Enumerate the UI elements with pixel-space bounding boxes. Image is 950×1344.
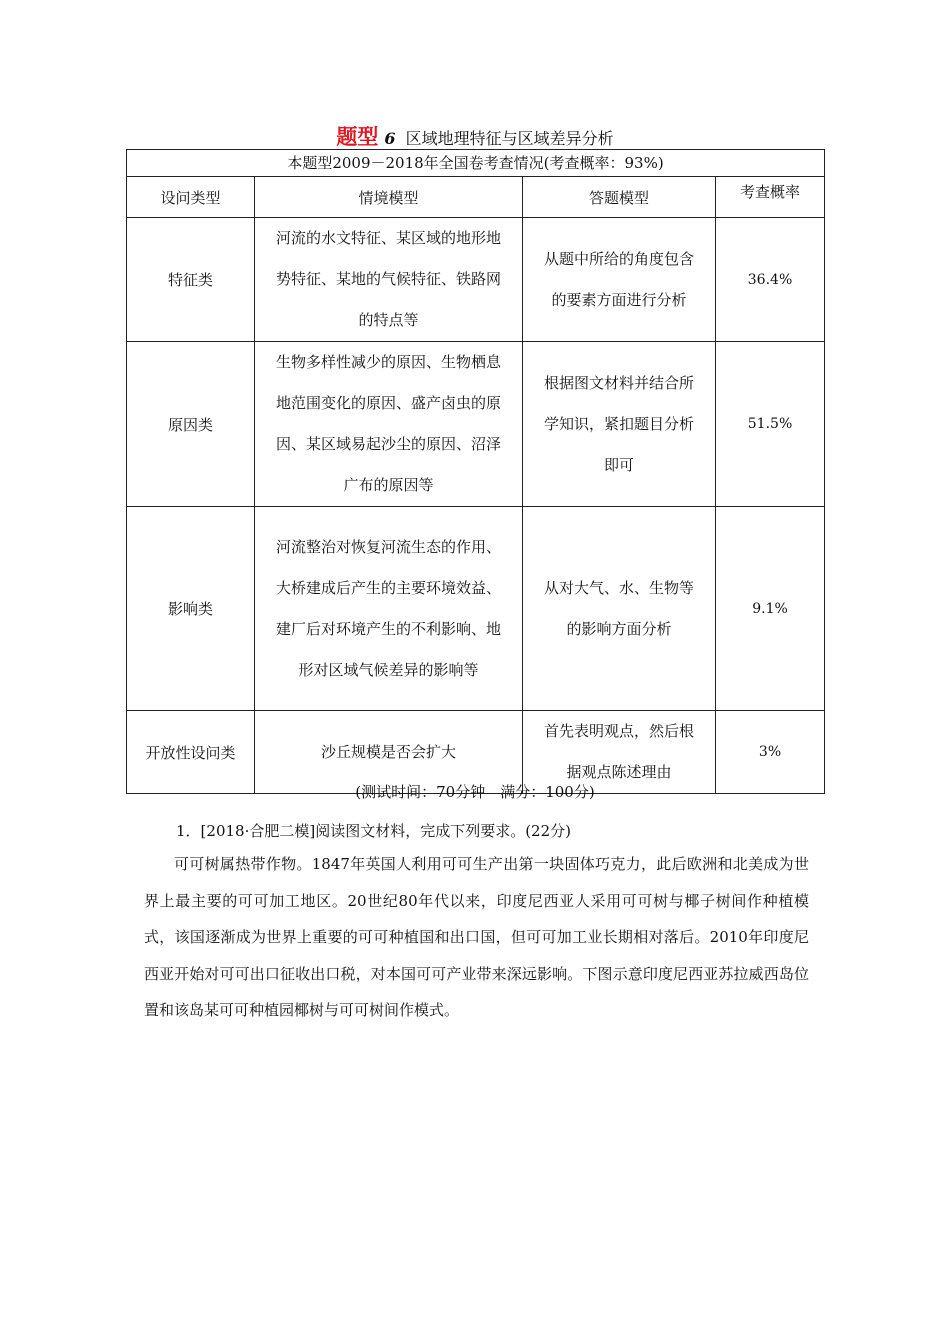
exam-analysis-table bbox=[126, 149, 825, 794]
cell-answer: 从题中所给的角度包含的要素方面进行分析 bbox=[523, 218, 716, 342]
cell-type: 开放性设问类 bbox=[127, 711, 255, 794]
cell-scenario: 河流的水文特征、某区域的地形地势特征、某地的气候特征、铁路网的特点等 bbox=[255, 218, 523, 342]
cell-rate: 51.5% bbox=[716, 342, 825, 507]
question-heading: 1．[2018·合肥二模]阅读图文材料，完成下列要求。(22分) bbox=[176, 822, 571, 840]
cell-rate: 9.1% bbox=[716, 507, 825, 711]
header-scenario-model: 情境模型 bbox=[255, 177, 523, 218]
table-row bbox=[127, 342, 825, 507]
cell-rate: 36.4% bbox=[716, 218, 825, 342]
header-question-type: 设问类型 bbox=[127, 177, 255, 218]
section-heading: 区域地理特征与区域差异分析 bbox=[405, 129, 614, 148]
section-tag: 题型 bbox=[336, 124, 379, 149]
cell-rate: 3% bbox=[716, 711, 825, 794]
header-probability: 考查概率 bbox=[716, 177, 825, 218]
cell-type: 特征类 bbox=[127, 218, 255, 342]
section-number: 6 bbox=[384, 129, 396, 148]
header-answer-model: 答题模型 bbox=[523, 177, 716, 218]
cell-type: 影响类 bbox=[127, 507, 255, 711]
cell-answer: 首先表明观点，然后根据观点陈述理由 bbox=[523, 711, 716, 794]
table-summary: 本题型2009－2018年全国卷考查情况(考查概率：93%) bbox=[127, 150, 825, 177]
test-meta: (测试时间：70分钟 满分：100分) bbox=[355, 783, 595, 801]
cell-scenario: 沙丘规模是否会扩大 bbox=[255, 711, 523, 794]
cell-scenario: 生物多样性减少的原因、生物栖息地范围变化的原因、盛产卤虫的原因、某区域易起沙尘的原因、沼泽广布的原因等 bbox=[255, 342, 523, 507]
cell-scenario: 河流整治对恢复河流生态的作用、大桥建成后产生的主要环境效益、建厂后对环境产生的不利影响、地形对区域气候差异的影响等 bbox=[255, 507, 523, 711]
question-passage: 可可树属热带作物。1847年英国人利用可可生产出第一块固体巧克力，此后欧洲和北美成为世界上最主要的可可加工地区。20世纪80年代以来，印度尼西亚人采用可可树与椰子树间作种植模式，该国逐渐成为世界上重要的可可种植国和出口国，但可可加工业长期相对落后。2010年印度尼西亚开始对可可出口征收出口税，对本国可可产业带来深远影响。下图示意印度尼西亚苏拉威西岛位置和该岛某可可种植园椰树与可可树间作模式。 bbox=[144, 855, 809, 1019]
cell-answer: 从对大气、水、生物等的影响方面分析 bbox=[523, 507, 716, 711]
cell-answer: 根据图文材料并结合所学知识，紧扣题目分析即可 bbox=[523, 342, 716, 507]
cell-type: 原因类 bbox=[127, 342, 255, 507]
table-row bbox=[127, 507, 825, 711]
table-row bbox=[127, 218, 825, 342]
